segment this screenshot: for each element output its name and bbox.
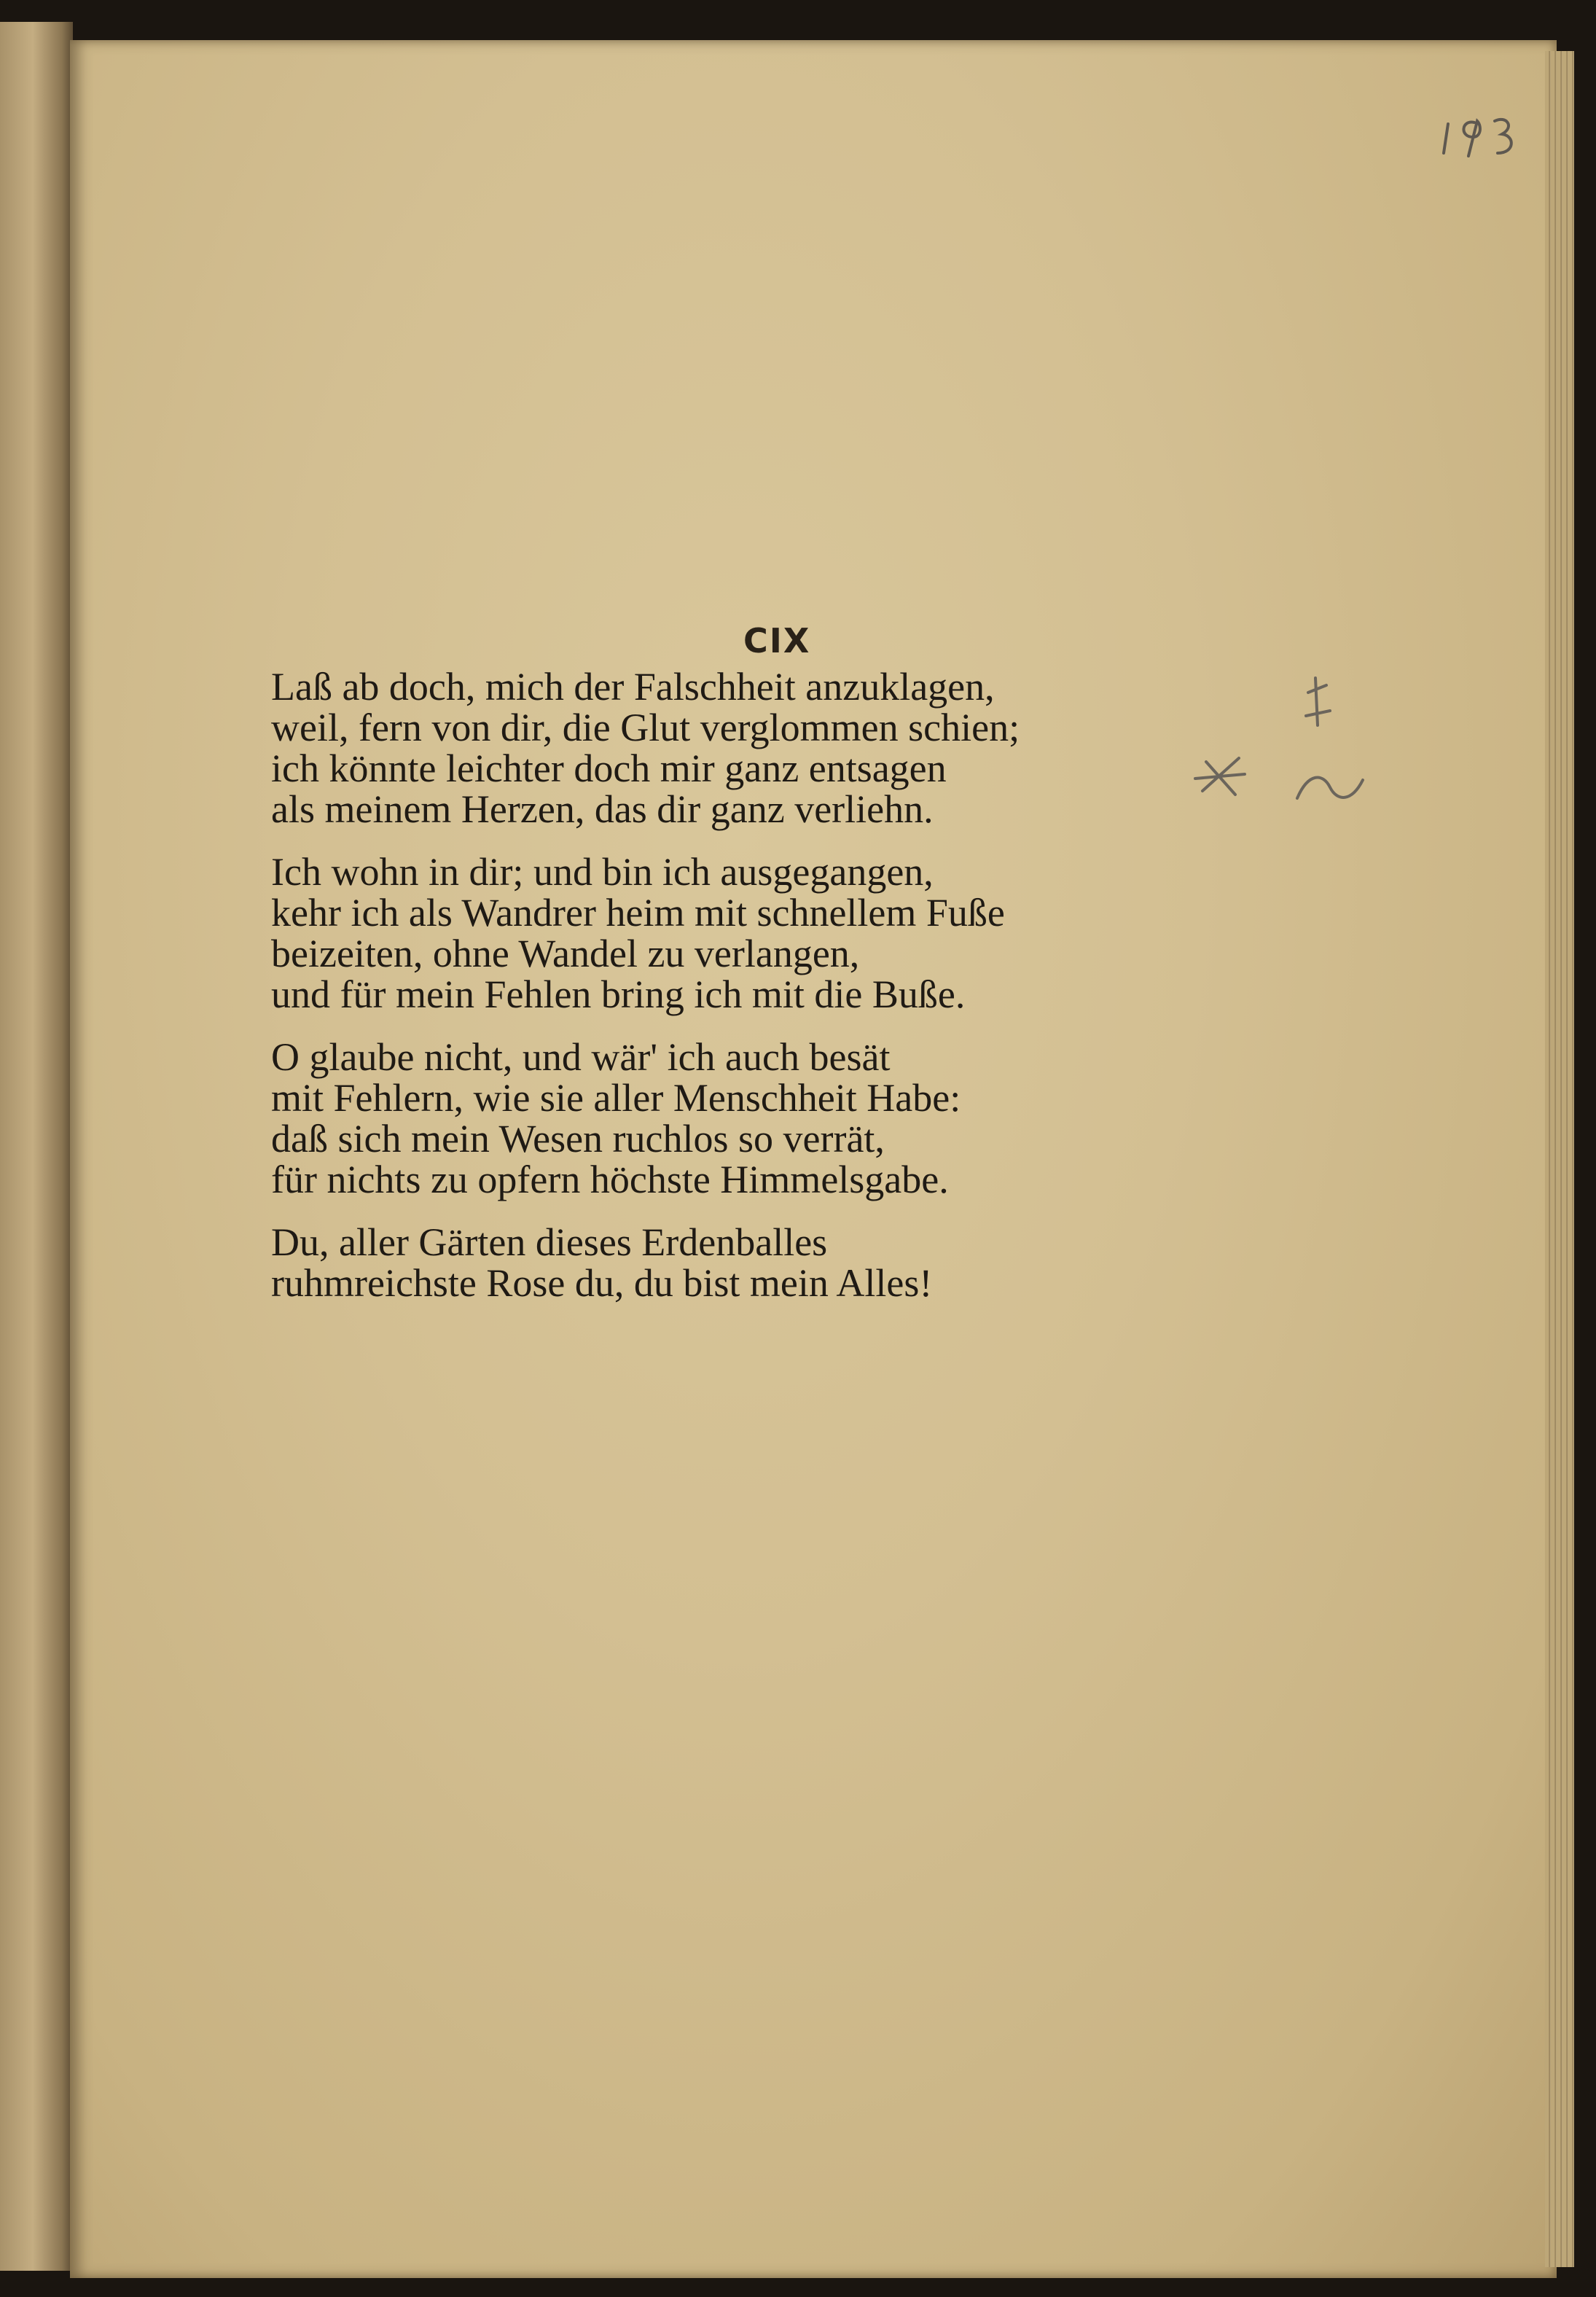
poem-line: als meinem Herzen, das dir ganz verliehn. [271, 787, 934, 831]
pencil-tilde-icon [1297, 777, 1363, 798]
poem-text [271, 667, 1291, 1326]
poem-line: Laß ab doch, mich der Falschheit anzuklagen, [271, 665, 995, 709]
stanza-3 [271, 1037, 1291, 1201]
poem-number: CIX [743, 621, 811, 660]
poem-line: mit Fehlern, wie sie aller Menschheit Habe: [271, 1076, 961, 1120]
poem-line: Du, aller Gärten dieses Erdenballes [271, 1220, 828, 1264]
stanza-4 [271, 1222, 1291, 1304]
handwritten-page-number [1439, 95, 1527, 160]
poem-line: und für mein Fehlen bring ich mit die Buße. [271, 972, 966, 1016]
poem-line: weil, fern von dir, die Glut verglommen schien; [271, 706, 1020, 749]
poem-line: ich könnte leichter doch mir ganz entsagen [271, 746, 947, 790]
poem-line: Ich wohn in dir; und bin ich ausgegangen, [271, 850, 934, 894]
page-stack-edge [1545, 51, 1574, 2267]
pencil-cross-small-icon [1306, 678, 1330, 725]
poem-line: kehr ich als Wandrer heim mit schnellem Fuße [271, 891, 1005, 935]
previous-page-edge [0, 22, 73, 2271]
poem-line: daß sich mein Wesen ruchlos so verrät, [271, 1117, 885, 1161]
poem-line: O glaube nicht, und wär' ich auch besät [271, 1035, 891, 1079]
pencil-annotation-marks [1181, 671, 1399, 860]
poem-line: beizeiten, ohne Wandel zu verlangen, [271, 932, 860, 975]
stanza-1 [271, 667, 1291, 830]
poem-line: für nichts zu opfern höchste Himmelsgabe. [271, 1158, 949, 1201]
stanza-2 [271, 852, 1291, 1015]
poem-line: ruhmreichste Rose du, du bist mein Alles! [271, 1261, 933, 1305]
pencil-asterisk-icon [1195, 758, 1245, 795]
